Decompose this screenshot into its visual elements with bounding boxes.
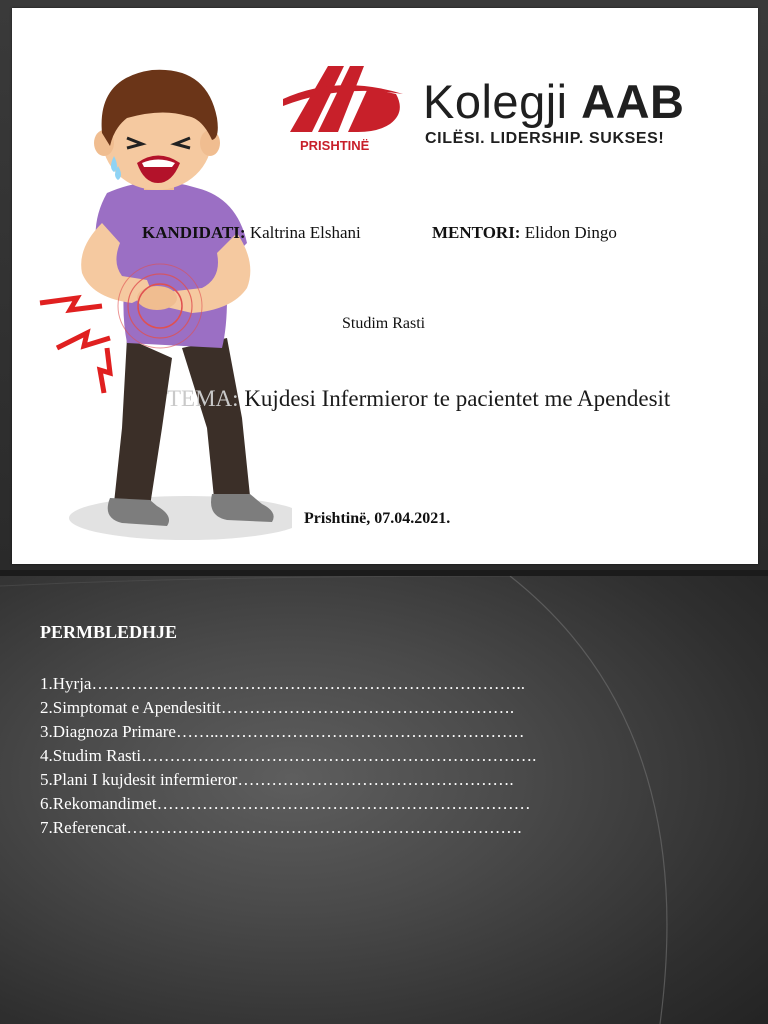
topic-text: Kujdesi Infermieror te pacientet me Apendesit bbox=[244, 386, 671, 411]
topic-prefix: TEMA: bbox=[167, 386, 239, 411]
candidate-line bbox=[142, 223, 361, 243]
candidate-label: KANDIDATI: bbox=[142, 223, 246, 242]
toc-item: 2.Simptomat e Apendesitit……………………………………………. bbox=[40, 698, 515, 717]
title-slide-canvas bbox=[12, 8, 758, 564]
logo-city: PRISHTINË bbox=[300, 138, 370, 153]
kolegji-aab-logo bbox=[278, 54, 738, 164]
summary-title: PERMBLEDHJE bbox=[40, 622, 178, 642]
thesis-topic bbox=[167, 386, 670, 412]
toc-item: 1.Hyrja………………………………………………………………….. bbox=[40, 674, 525, 693]
aab-logo-mark-icon bbox=[278, 54, 408, 154]
toc-item: 3.Diagnoza Primare……..……………………………………………… bbox=[40, 722, 525, 741]
boy-stomach-pain-illustration bbox=[32, 48, 292, 558]
logo-name-regular: Kolegji bbox=[423, 75, 582, 128]
mentor-line bbox=[432, 223, 617, 243]
logo-name-bold: AAB bbox=[581, 75, 685, 128]
place-date: Prishtinë, 07.04.2021. bbox=[304, 510, 451, 527]
study-type: Studim Rasti bbox=[342, 315, 426, 332]
mentor-name: Elidon Dingo bbox=[524, 223, 617, 242]
mentor-label: MENTORI: bbox=[432, 223, 521, 242]
logo-tagline: CILËSI. LIDERSHIP. SUKSES! bbox=[425, 130, 665, 147]
toc-item: 6.Rekomandimet………………………………………………………… bbox=[40, 794, 531, 813]
toc-item: 7.Referencat……………………………………………………………. bbox=[40, 818, 522, 837]
table-of-contents bbox=[40, 672, 536, 840]
toc-item: 4.Studim Rasti……………………………………………………………. bbox=[40, 746, 537, 765]
logo-name bbox=[423, 74, 684, 129]
candidate-name: Kaltrina Elshani bbox=[249, 223, 361, 242]
summary-slide bbox=[0, 576, 768, 1024]
toc-item: 5.Plani I kujdesit infermieror…………………………………………. bbox=[40, 770, 514, 789]
